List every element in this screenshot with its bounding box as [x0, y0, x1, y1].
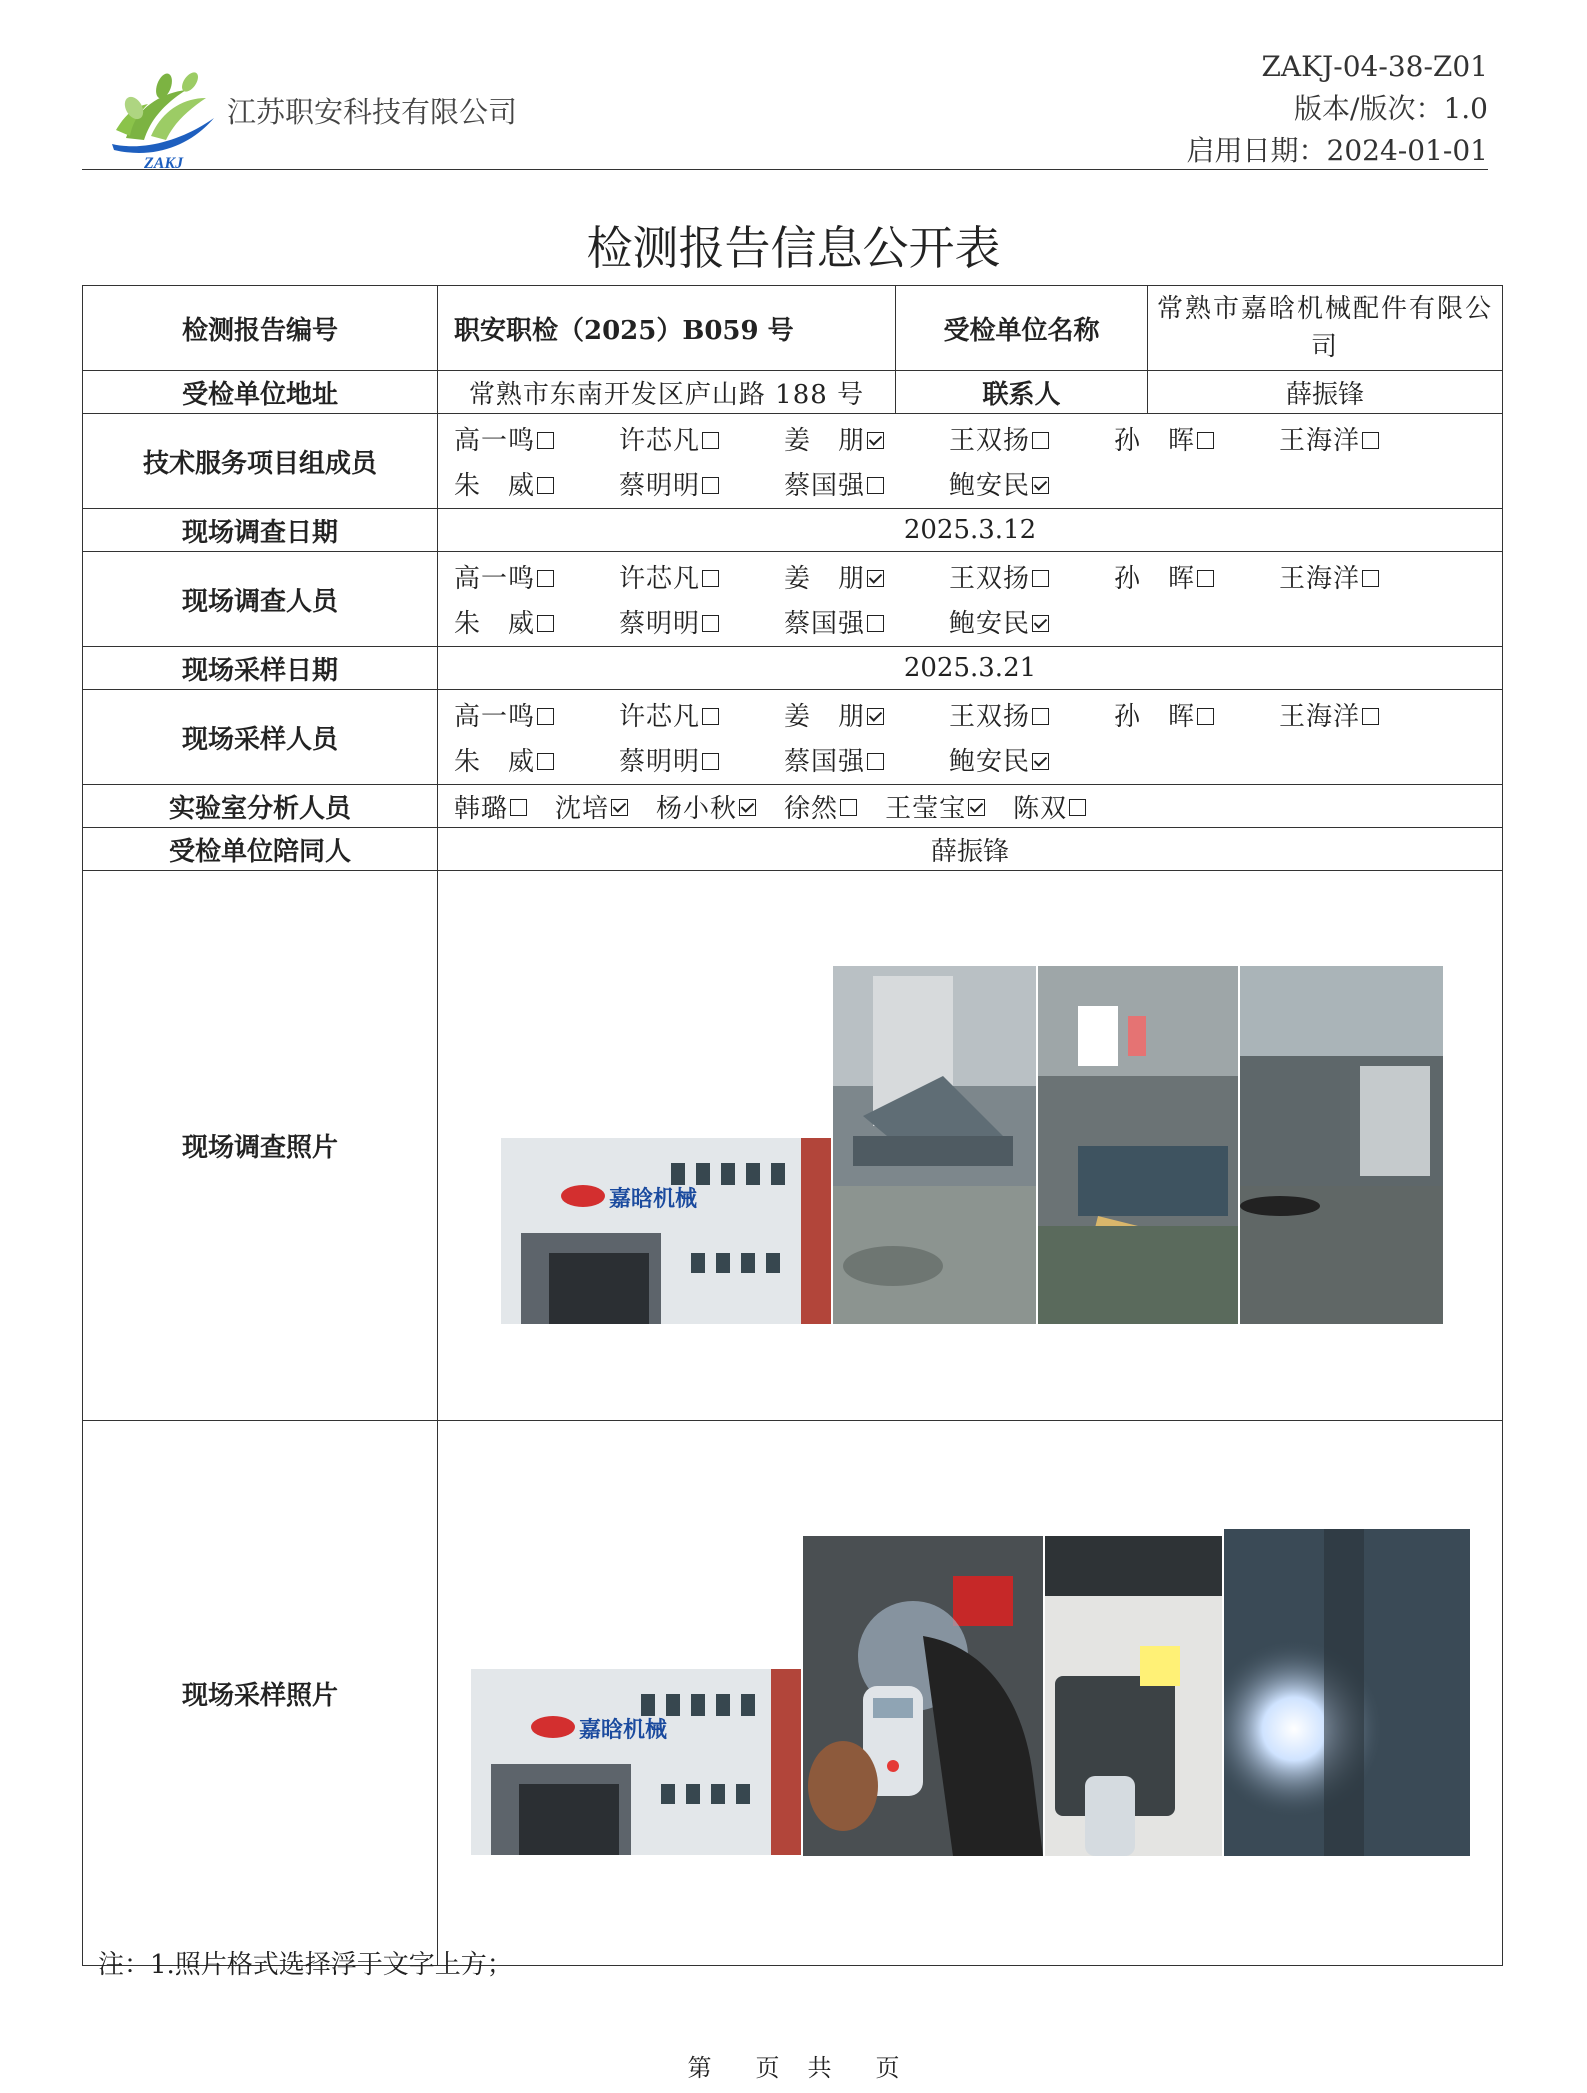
member-name: 鲍安民: [949, 609, 1031, 639]
member-name: 蔡国强: [784, 747, 866, 777]
member-entry: [454, 788, 527, 825]
member-entry: [619, 558, 784, 595]
member-name: 蔡明明: [619, 609, 701, 639]
member-entry: [784, 465, 949, 502]
logo-text: ZAKJ: [144, 155, 184, 172]
member-name: 王双扬: [949, 564, 1031, 594]
member-name: 王海洋: [1279, 702, 1361, 732]
member-entry: [619, 420, 784, 457]
member-name: 高一鸣: [454, 564, 536, 594]
sampling-staff: [438, 690, 1503, 785]
member-name: 鲍安民: [949, 747, 1031, 777]
survey-staff-label: 现场调查人员: [83, 552, 438, 647]
lab-staff: [438, 785, 1503, 828]
unchecked-box-icon: [537, 432, 554, 449]
unchecked-box-icon: [702, 477, 719, 494]
page-header: [82, 40, 1488, 170]
member-name: 朱 威: [454, 471, 536, 501]
unchecked-box-icon: [510, 799, 527, 816]
page-footer: [0, 2048, 1587, 2083]
checked-box-icon: [1032, 477, 1049, 494]
member-entry: [454, 465, 619, 502]
survey-staff: [438, 552, 1503, 647]
footer-page-unit: 页: [755, 2054, 780, 2082]
unchecked-box-icon: [1069, 799, 1086, 816]
member-entry: [1114, 558, 1279, 595]
member-name: 徐然: [784, 793, 839, 824]
member-name: 王双扬: [949, 426, 1031, 456]
doc-version: 版本/版次：1.0: [1294, 92, 1488, 125]
report-no: 职安职检（2025）B059 号: [438, 286, 896, 371]
tech-members: [438, 414, 1503, 509]
member-entry: [1114, 696, 1279, 733]
checked-box-icon: [867, 432, 884, 449]
signboard-text-2: 嘉晗机械: [579, 1718, 668, 1743]
member-name: 王海洋: [1279, 564, 1361, 594]
unchecked-box-icon: [537, 477, 554, 494]
member-entry: [555, 788, 628, 825]
unchecked-box-icon: [1032, 432, 1049, 449]
member-entry: [949, 696, 1114, 733]
address: 常熟市东南开发区庐山路 188 号: [438, 371, 896, 414]
survey-photos: [438, 871, 1503, 1421]
photo-noise-meter-welding: [803, 1536, 1043, 1856]
member-entry: [1279, 558, 1444, 595]
member-name: 沈培: [555, 793, 610, 824]
unchecked-box-icon: [867, 753, 884, 770]
doc-effective-date: 启用日期：2024-01-01: [1186, 134, 1488, 167]
member-entry: [784, 741, 949, 778]
member-name: 高一鸣: [454, 702, 536, 732]
member-name: 姜 朋: [784, 426, 866, 456]
doc-code: ZAKJ-04-38-Z01: [1261, 50, 1488, 83]
unchecked-box-icon: [1032, 708, 1049, 725]
member-entry: [1013, 788, 1086, 825]
member-entry: [619, 603, 784, 640]
sampling-date-label: 现场采样日期: [83, 647, 438, 690]
document-meta: [1187, 46, 1488, 172]
member-entry: [454, 420, 619, 457]
unchecked-box-icon: [1032, 570, 1049, 587]
unchecked-box-icon: [702, 570, 719, 587]
unchecked-box-icon: [1197, 708, 1214, 725]
member-name: 陈双: [1013, 793, 1068, 824]
lab-staff-label: 实验室分析人员: [83, 785, 438, 828]
photo-welding-arc: [1224, 1529, 1470, 1856]
unchecked-box-icon: [702, 708, 719, 725]
member-name: 蔡明明: [619, 747, 701, 777]
member-name: 孙 晖: [1114, 564, 1196, 594]
checked-box-icon: [867, 708, 884, 725]
member-name: 孙 晖: [1114, 426, 1196, 456]
member-name: 蔡明明: [619, 471, 701, 501]
address-label: 受检单位地址: [83, 371, 438, 414]
unchecked-box-icon: [1362, 570, 1379, 587]
member-name: 王双扬: [949, 702, 1031, 732]
member-entry: [619, 696, 784, 733]
member-name: 高一鸣: [454, 426, 536, 456]
member-name: 韩璐: [454, 793, 509, 824]
member-entry: [619, 741, 784, 778]
checked-box-icon: [968, 799, 985, 816]
photo-building-entrance: [501, 1138, 831, 1324]
unchecked-box-icon: [1362, 708, 1379, 725]
member-entry: [784, 558, 949, 595]
member-entry: [656, 788, 756, 825]
member-name: 孙 晖: [1114, 702, 1196, 732]
sampling-date: 2025.3.21: [438, 647, 1503, 690]
unchecked-box-icon: [840, 799, 857, 816]
member-entry: [454, 741, 619, 778]
member-name: 许芯凡: [619, 426, 701, 456]
member-entry: [949, 741, 1114, 778]
member-name: 朱 威: [454, 747, 536, 777]
member-entry: [454, 558, 619, 595]
unit-name: 常熟市嘉晗机械配件有限公司: [1148, 286, 1503, 371]
unchecked-box-icon: [537, 708, 554, 725]
company-logo: [106, 68, 218, 172]
member-name: 杨小秋: [656, 793, 738, 824]
member-name: 蔡国强: [784, 609, 866, 639]
checked-box-icon: [611, 799, 628, 816]
escort-label: 受检单位陪同人: [83, 828, 438, 871]
company-name: 江苏职安科技有限公司: [227, 95, 518, 129]
member-name: 许芯凡: [619, 702, 701, 732]
report-no-label: 检测报告编号: [83, 286, 438, 371]
unchecked-box-icon: [867, 477, 884, 494]
member-name: 姜 朋: [784, 702, 866, 732]
member-name: 王莹宝: [885, 793, 967, 824]
member-name: 王海洋: [1279, 426, 1361, 456]
footer-total: 共: [807, 2054, 832, 2082]
unchecked-box-icon: [1362, 432, 1379, 449]
unchecked-box-icon: [537, 570, 554, 587]
footnote: 注：1.照片格式选择浮于文字上方；: [98, 1950, 513, 1980]
photo-workshop-machine: [833, 966, 1036, 1324]
checked-box-icon: [739, 799, 756, 816]
member-entry: [454, 696, 619, 733]
escort: 薛振锋: [438, 828, 1503, 871]
survey-date-label: 现场调查日期: [83, 509, 438, 552]
footer-total-unit: 页: [875, 2054, 900, 2082]
member-entry: [949, 558, 1114, 595]
unchecked-box-icon: [537, 615, 554, 632]
sampling-photos-label: 现场采样照片: [83, 1421, 438, 1966]
photo-workshop-hall: [1240, 966, 1443, 1324]
survey-photos-label: 现场调查照片: [83, 871, 438, 1421]
unchecked-box-icon: [702, 753, 719, 770]
photo-machine-panel: [1045, 1536, 1222, 1856]
member-entry: [949, 465, 1114, 502]
member-entry: [885, 788, 985, 825]
checked-box-icon: [867, 570, 884, 587]
member-name: 朱 威: [454, 609, 536, 639]
signboard-text: 嘉晗机械: [609, 1187, 698, 1212]
contact-label: 联系人: [896, 371, 1148, 414]
member-name: 鲍安民: [949, 471, 1031, 501]
unchecked-box-icon: [537, 753, 554, 770]
unchecked-box-icon: [1197, 432, 1214, 449]
member-entry: [454, 603, 619, 640]
photo-workshop-floor: [1038, 966, 1238, 1324]
footer-page: 第: [687, 2054, 712, 2082]
member-entry: [784, 420, 949, 457]
member-name: 姜 朋: [784, 564, 866, 594]
member-name: 许芯凡: [619, 564, 701, 594]
member-entry: [1279, 696, 1444, 733]
photo-building-entrance-2: [471, 1669, 801, 1855]
page-title: 检测报告信息公开表: [586, 221, 1001, 275]
contact: 薛振锋: [1148, 371, 1503, 414]
sampling-staff-label: 现场采样人员: [83, 690, 438, 785]
unchecked-box-icon: [702, 615, 719, 632]
member-entry: [949, 603, 1114, 640]
sampling-photos: [438, 1421, 1503, 1966]
checked-box-icon: [1032, 615, 1049, 632]
unchecked-box-icon: [1197, 570, 1214, 587]
survey-date: 2025.3.12: [438, 509, 1503, 552]
member-entry: [784, 788, 857, 825]
member-entry: [949, 420, 1114, 457]
unit-name-label: 受检单位名称: [896, 286, 1148, 371]
member-entry: [619, 465, 784, 502]
unchecked-box-icon: [867, 615, 884, 632]
unchecked-box-icon: [702, 432, 719, 449]
member-entry: [784, 603, 949, 640]
info-table: [82, 285, 1503, 1966]
member-entry: [1114, 420, 1279, 457]
tech-members-label: 技术服务项目组成员: [83, 414, 438, 509]
member-name: 蔡国强: [784, 471, 866, 501]
member-entry: [784, 696, 949, 733]
member-entry: [1279, 420, 1444, 457]
checked-box-icon: [1032, 753, 1049, 770]
header-divider: [82, 169, 1488, 170]
